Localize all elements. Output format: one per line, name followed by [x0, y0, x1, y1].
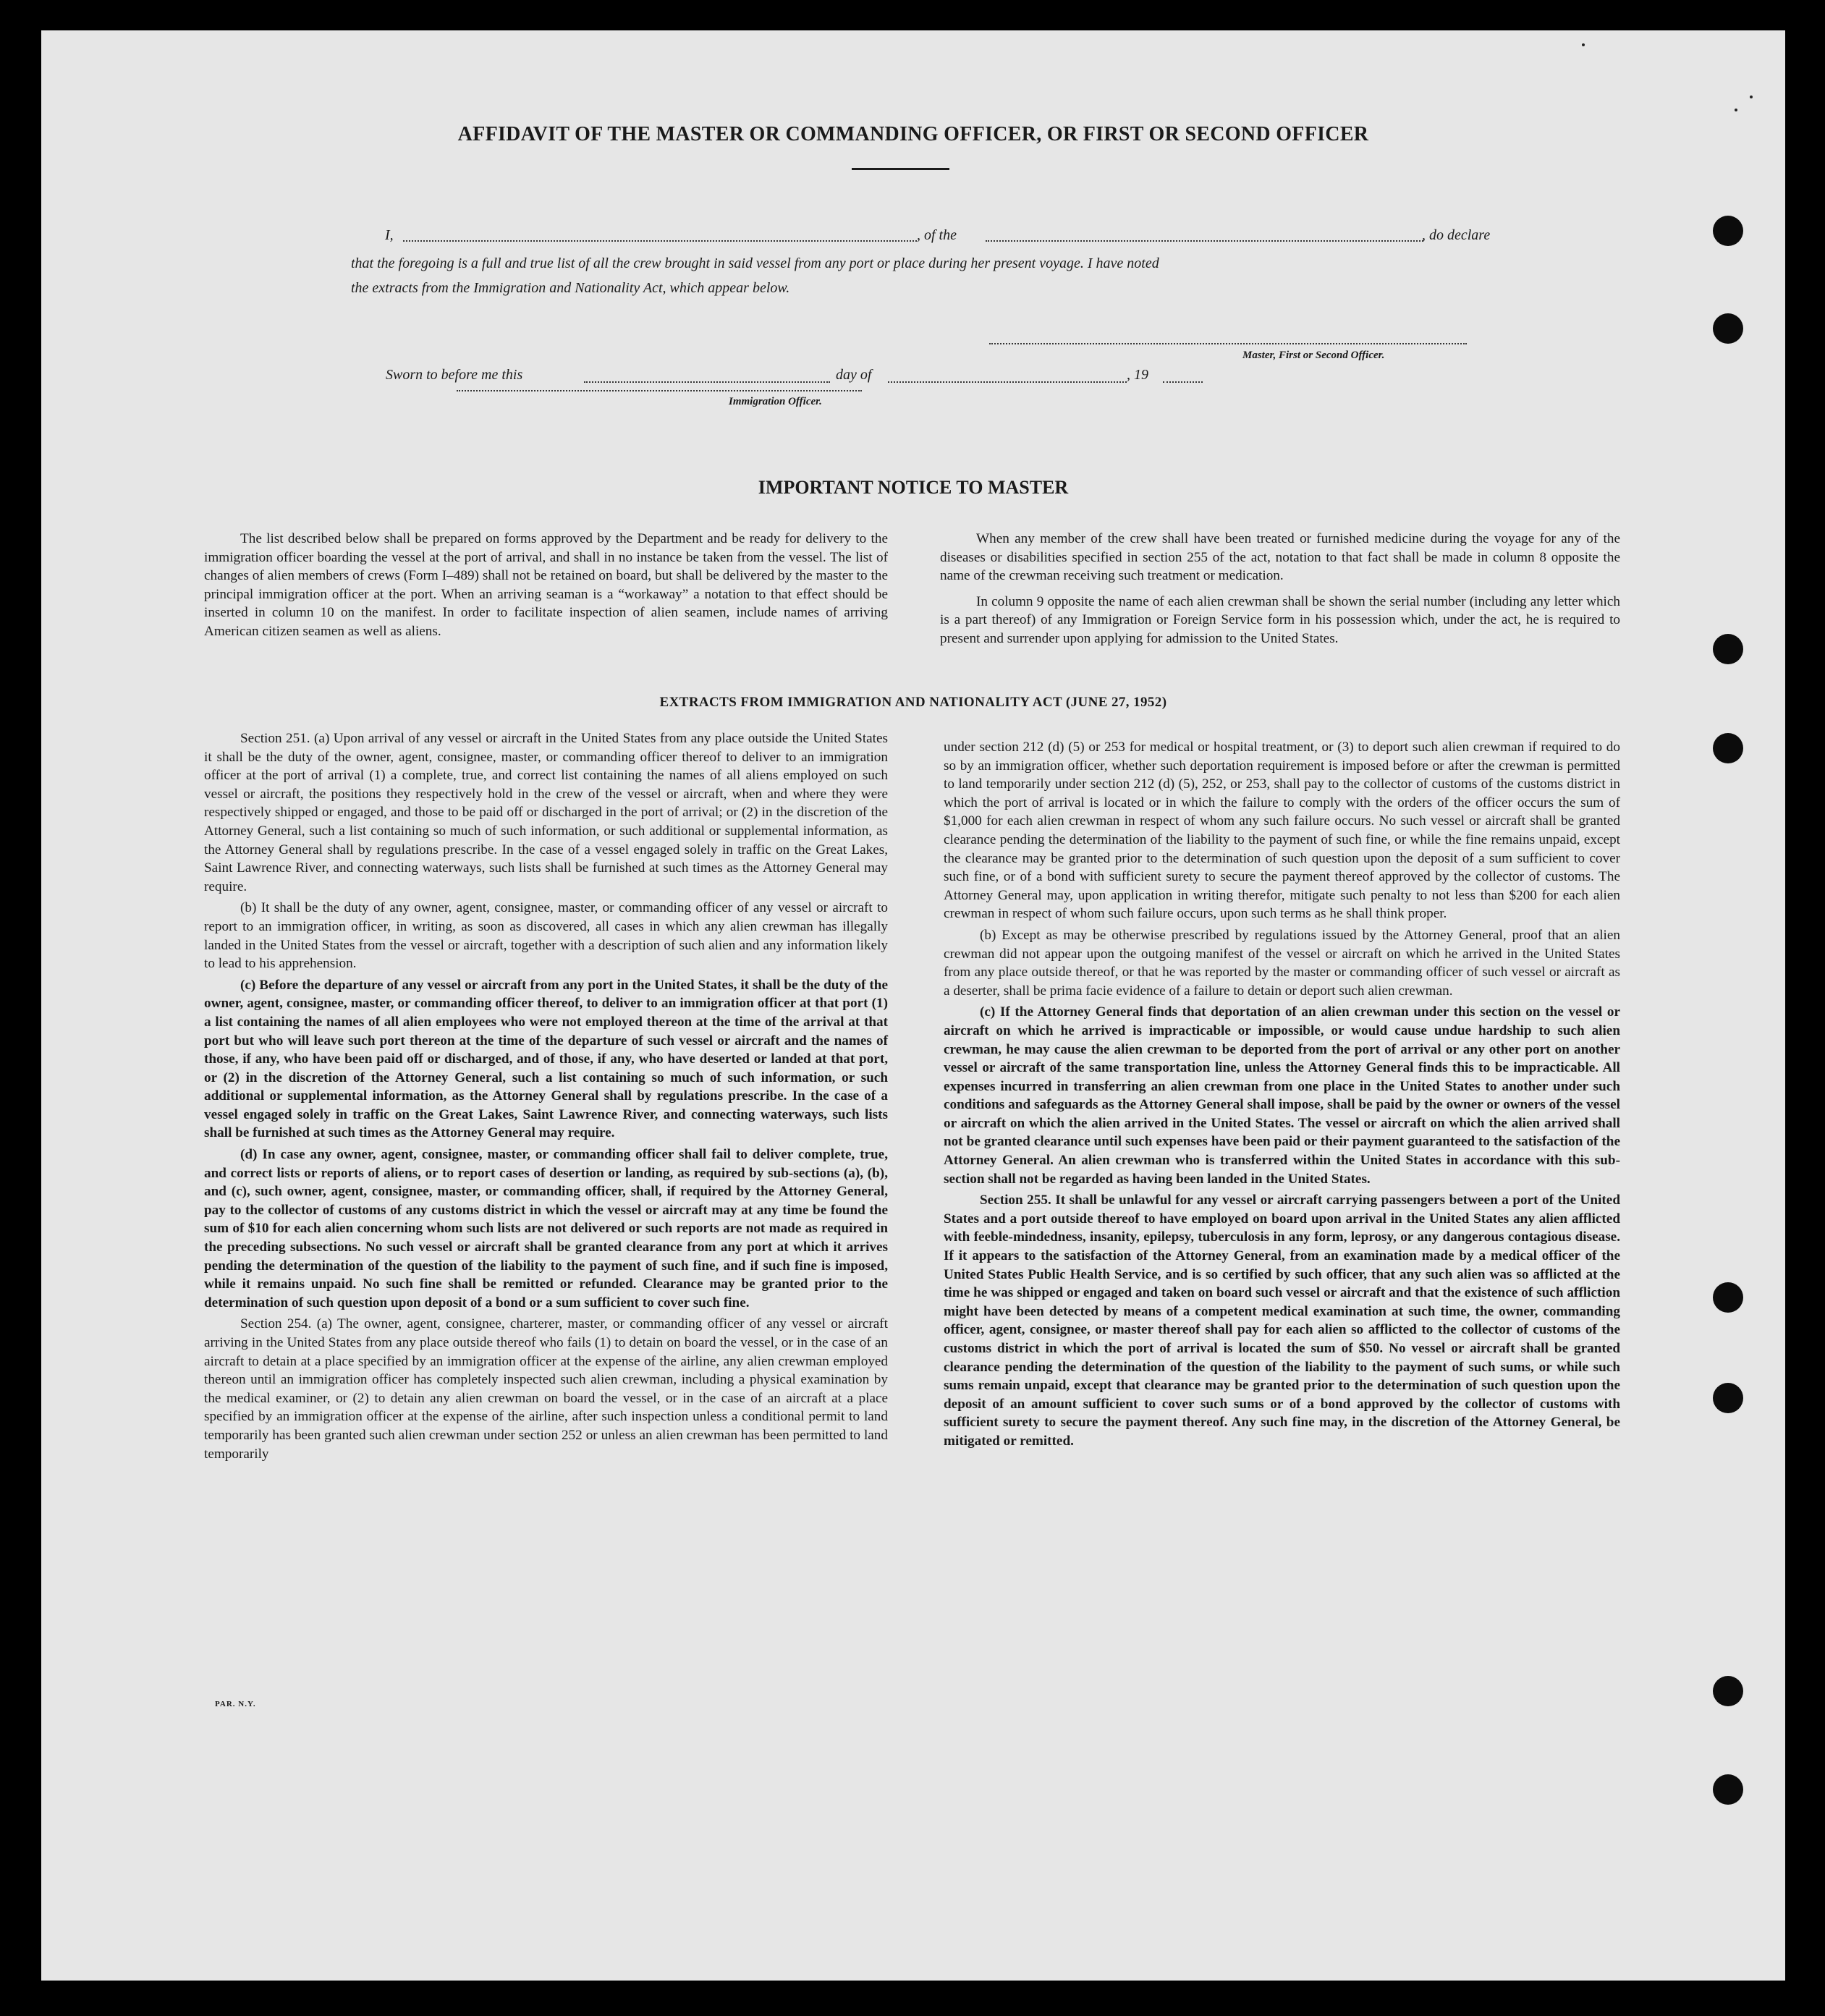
sworn-day-field[interactable] — [584, 381, 830, 383]
section-paragraph: (c) If the Attorney General finds that deportation of an alien crewman under this section on the vessel or aircraft on which he arrived is impracticable or impossible, or would cause undue hardship to such alien crewman, he may cause the alien crewman to be deported from the port of arrival or any other port on another vessel or aircraft of the same transportation line, unless the Attorney General finds this to be impracticable. All expenses incurred in transferring an alien crewman from one place in the United States to another under such conditions and safeguards as the Attorney General shall impose, shall be paid by the owner or owners of the vessel or aircraft on which the alien arrived in the United States. The vessel or aircraft on which the alien arrived shall not be granted clearance until such expenses have been paid or their payment guaranteed to the satisfaction of the Attorney General. An alien crewman who is transferred within the United States in accordance with this sub-section shall not be regarded as having been landed in the United States. — [944, 1004, 1620, 1187]
speck — [1582, 43, 1585, 46]
punch-hole — [1713, 733, 1743, 763]
section-paragraph: (d) In case any owner, agent, consignee, master, or commanding officer shall fail to deliver complete, true, and correct lists or reports of aliens, or to report cases of desertion or landing, as required by sub-sections (a), (b), and (c), such owner, agent, consignee, master, or commanding officer, shall, if required by the Attorney General, pay to the collector of customs of any customs district in which the vessel or aircraft may at any time be found the sum of $10 for each alien concerning whom such lists are not delivered or such reports are not made as required in the preceding subsections. No such vessel or aircraft shall be granted clearance from any port at which it arrives pending the determination of the question of the liability to the payment of such fine, and if such fine is imposed, while it remains unpaid. No such fine shall be remitted or refunded. Clearance may be granted prior to the determination of such question upon deposit of a bond or a sum sufficient to cover such fine. — [204, 1147, 888, 1310]
do-declare-label: , do declare — [1422, 227, 1491, 243]
name-field[interactable] — [403, 240, 917, 242]
sworn-year-field[interactable] — [1163, 381, 1203, 383]
punch-hole — [1713, 1383, 1743, 1413]
affidavit-title: AFFIDAVIT OF THE MASTER OR COMMANDING OFFICER, OR FIRST OR SECOND OFFICER — [457, 123, 1369, 145]
extracts-left-column — [204, 729, 888, 1466]
notice-right-column — [940, 530, 1620, 651]
sworn-label: Sworn to before me this — [386, 367, 523, 383]
declaration-line-1: that the foregoing is a full and true list of all the crew brought in said vessel from any port or place during her present voyage. I have noted — [351, 255, 1159, 271]
day-of-label: day of — [836, 367, 872, 383]
punch-hole — [1713, 634, 1743, 664]
notice-title: IMPORTANT NOTICE TO MASTER — [758, 477, 1069, 498]
speck — [1750, 96, 1753, 98]
year-label: , 19 — [1127, 367, 1148, 383]
speck — [1735, 109, 1737, 111]
officer-signature-line[interactable] — [457, 390, 862, 391]
notice-paragraph: In column 9 opposite the name of each alien crewman shall be shown the serial number (including any letter which is a part thereof) of any Immigration or Foreign Service form in his possession which, under the act, he is required to present and surrender upon applying for admission to the United States. — [940, 593, 1620, 646]
sworn-month-field[interactable] — [888, 381, 1127, 383]
section-paragraph: Section 251. (a) Upon arrival of any vessel or aircraft in the United States from any place outside the United States it shall be the duty of the owner, agent, consignee, master, or commanding officer thereof to deliver to an immigration officer at the port of arrival (1) a complete, true, and correct list containing the names of all aliens employed on such vessel or aircraft, the positions they respectively hold in the crew of the vessel or aircraft, when and where they were respectively shipped or engaged, and those to be paid off or discharged in the port of arrival; or (2) in the discretion of the Attorney General, such a list containing so much of such information, or such additional or supplemental information, as the Attorney General shall by regulations prescribe. In the case of a vessel engaged solely in traffic on the Great Lakes, Saint Lawrence River, and connecting waterways, such lists shall be furnished at such times as the Attorney General may require. — [204, 731, 888, 894]
of-the-label: , of the — [917, 227, 957, 243]
section-paragraph: Section 254. (a) The owner, agent, consignee, charterer, master, or commanding officer of any vessel or aircraft arriving in the United States from any place outside thereof who fails (1) to detain on board the vessel, or in the case of an aircraft to detain at a place specified by an immigration officer at the expense of the airline, any alien crewman employed thereon until an immigration officer has completely inspected such alien crewman, including a physical examination by the medical examiner, or (2) to detain any alien crewman on board the vessel, or in the case of an aircraft at a place specified by an immigration officer at the expense of the airline, after such inspection unless a conditional permit to land temporarily has been granted such alien crewman under section 252 or unless an alien crewman has been permitted to land temporarily — [204, 1316, 888, 1462]
i-label: I, — [385, 227, 394, 243]
section-paragraph: Section 255. It shall be unlawful for any vessel or aircraft carrying passengers between a port of the United States and a port outside thereof to have employed on board upon arrival in the United States any alien afflicted with feeble-mindedness, insanity, epilepsy, tuberculosis in any form, leprosy, or any dangerous contagious disease. If it appears to the satisfaction of the Attorney General, from an examination made by a medical officer of the United States Public Health Service, and is so certified by such officer, that any such alien was so afflicted at the time he was shipped or engaged and taken on board such vessel or aircraft and that the existence of such affliction might have been detected by means of a competent medical examination at such time, the owner, commanding officer, agent, consignee, or master thereof shall pay for each alien so afflicted to the collector of customs of the customs district in which the port of arrival is located the sum of $50. No vessel or aircraft shall be granted clearance pending the determination of the question of the liability to the payment of such sums, or while such sums remain unpaid, except that clearance may be granted prior to the determination of such question upon the deposit of an amount sufficient to cover such sums or of a bond approved by the collector of customs with sufficient surety to secure the payment thereof. Any such fine may, in the discretion of the Attorney General, be mitigated or remitted. — [944, 1193, 1620, 1449]
section-paragraph: (b) It shall be the duty of any owner, agent, consignee, master, or commanding officer of any vessel or aircraft to report to an immigration officer, in writing, as soon as discovered, all cases in which any alien crewman has illegally landed in the United States from the vessel or aircraft, together with a description of such alien and any information likely to lead to his apprehension. — [204, 900, 888, 972]
punch-hole — [1713, 1774, 1743, 1805]
title-rule — [852, 168, 949, 170]
extracts-title: EXTRACTS FROM IMMIGRATION AND NATIONALITY ACT (JUNE 27, 1952) — [659, 695, 1167, 710]
notice-paragraph: When any member of the crew shall have been treated or furnished medicine during the voyage for any of the diseases or disabilities specified in section 255 of the act, notation to that fact shall be made in column 8 opposite the name of the crewman receiving such treatment or medication. — [940, 531, 1620, 584]
officer-signature-label: Immigration Officer. — [729, 396, 822, 407]
notice-left-column — [204, 530, 888, 644]
punch-hole — [1713, 313, 1743, 344]
section-paragraph: (b) Except as may be otherwise prescribed by regulations issued by the Attorney General, proof that an alien crewman did not appear upon the outgoing manifest of the vessel or aircraft on which he arrived in the United States from any place outside thereof, or that he was reported by the master or commanding officer of such vessel or aircraft as a deserter, shall be prima facie evidence of a failure to detain or deport such alien crewman. — [944, 927, 1620, 999]
master-signature-line[interactable] — [989, 343, 1467, 344]
extracts-right-column — [944, 738, 1620, 1454]
section-paragraph: under section 212 (d) (5) or 253 for medical or hospital treatment, or (3) to deport such alien crewman if required to do so by an immigration officer, whether such deportation requirement is imposed before or after the crewman is permitted to land temporarily under section 212 (d) (5), 252, or 253, shall pay to the collector of customs of the customs district in which the port of arrival is located or in which the failure to comply with the orders of the officer occurs the sum of $1,000 for each alien crewman in respect of whom any such failure occurs. No such vessel or aircraft shall be granted clearance pending the determination of the liability to the payment of such fine, or while the fine remains unpaid, except the clearance may be granted prior to the determination of such question upon the deposit of a sum sufficient to cover such fine, or of a bond with sufficient surety to secure the payment thereof approved by the collector of customs. The Attorney General may, upon application in writing therefor, mitigate such penalty to not less than $200 for each alien crewman in respect of whom such failure occurs, upon such terms as he shall think proper. — [944, 740, 1620, 922]
form-code: PAR. N.Y. — [215, 1700, 256, 1708]
document-page — [41, 30, 1785, 1981]
declaration-line-2: the extracts from the Immigration and Nationality Act, which appear below. — [351, 280, 790, 296]
punch-hole — [1713, 216, 1743, 246]
notice-paragraph: The list described below shall be prepared on forms approved by the Department and be ready for delivery to the immigration officer boarding the vessel at the port of arrival, and shall in no instance be taken from the vessel. The list of changes of alien members of crews (Form I–489) shall not be retained on board, but shall be delivered by the master to the principal immigration officer at the port. When an arriving seaman is a “workaway” a notation to that effect should be inserted in column 10 on the manifest. In order to facilitate inspection of alien seamen, include names of arriving American citizen seamen as well as aliens. — [204, 531, 888, 639]
section-paragraph: (c) Before the departure of any vessel or aircraft from any port in the United States, it shall be the duty of the owner, agent, consignee, master, or commanding officer thereof, to deliver to an immigration officer at that port (1) a list containing the names of all alien employees who were not employed thereon at the time of the arrival at that port but who will leave such port thereon at the time of the departure of such vessel or aircraft and the names of those, if any, who have been paid off or discharged, and of those, if any, who have deserted or landed at that port, or (2) in the discretion of the Attorney General, such a list containing so much of such information, or such additional or supplemental information, as the Attorney General shall by regulations prescribe. In the case of a vessel engaged solely in traffic on the Great Lakes, Saint Lawrence River, and connecting waterways, such lists shall be furnished at such times as the Attorney General may require. — [204, 977, 888, 1141]
master-signature-label: Master, First or Second Officer. — [1242, 350, 1385, 361]
punch-hole — [1713, 1676, 1743, 1706]
punch-hole — [1713, 1282, 1743, 1313]
vessel-field[interactable] — [986, 240, 1423, 242]
